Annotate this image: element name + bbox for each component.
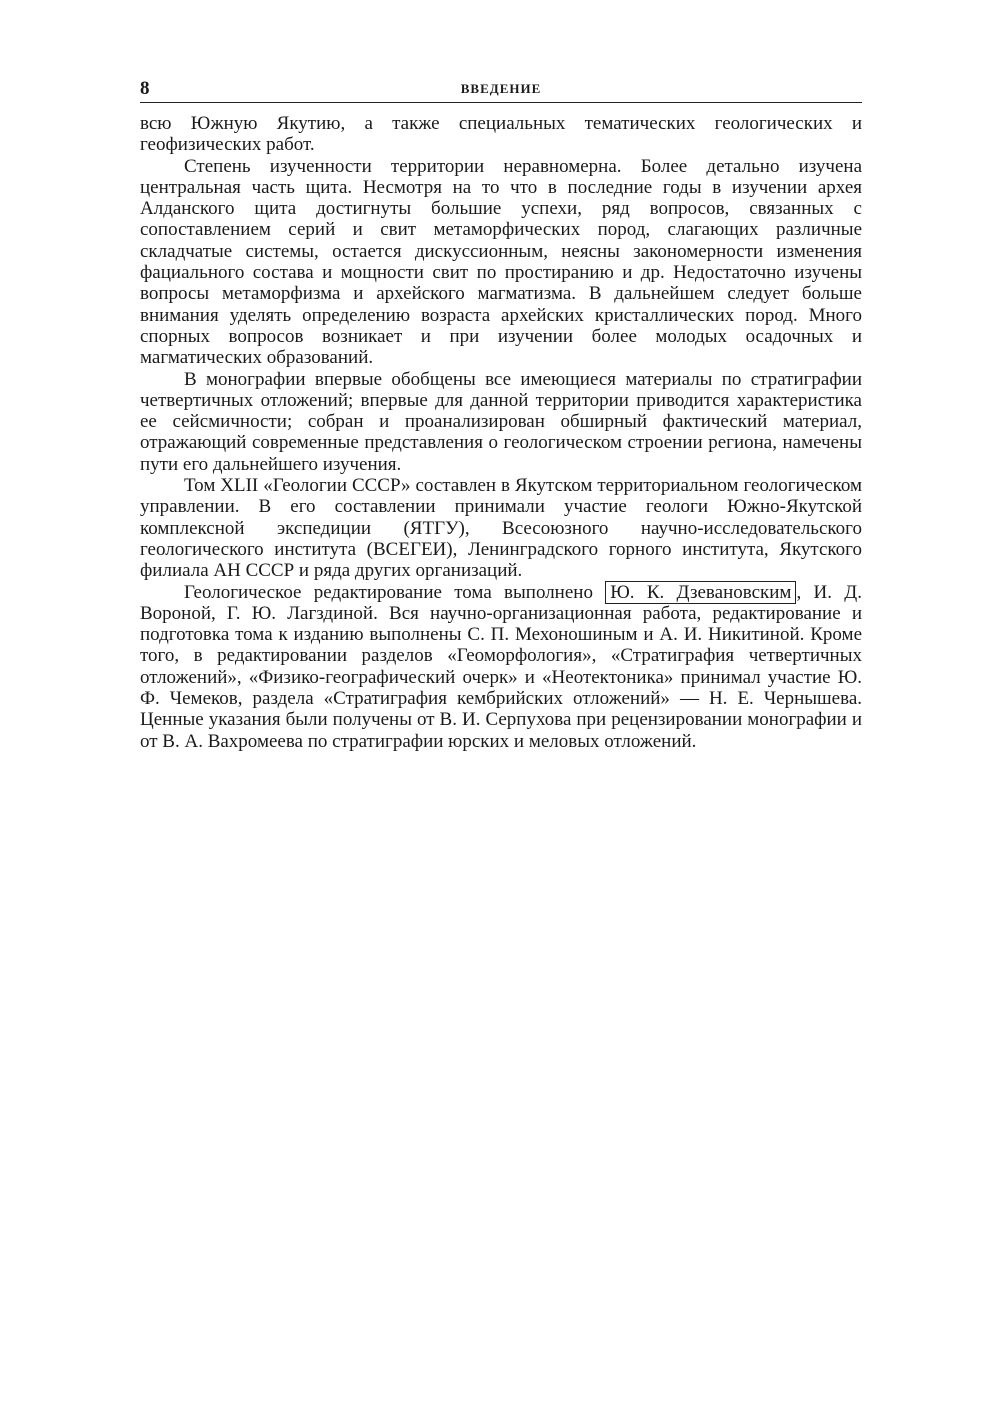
document-page: [140, 70, 862, 752]
paragraph-volume: Том XLII «Геологии СССР» составлен в Якутском территориальном геологическом управлении. В его составлении принимали участие геологи Южно-Якутской комплексной экспедиции (ЯТГУ), Всесоюзного научно-исследовательского геологического института (ВСЕГЕИ), Ленинградского горного института, Якутского филиала АН СССР и ряда других организаций.: [140, 475, 862, 582]
page-number: 8: [140, 78, 150, 99]
body-text: [140, 113, 862, 752]
boxed-editor-name: Ю. К. Дзевановским: [605, 581, 796, 604]
paragraph-study-level: Степень изученности территории неравномерна. Более детально изучена центральная часть щита. Несмотря на то что в последние годы в изучении архея Алданского щита достигнуты большие успехи, ряд вопросов, связанных с сопоставлением серий и свит метаморфических пород, слагающих различные складчатые системы, остается дискуссионным, неясны закономерности изменения фациального состава и мощности свит по простиранию и др. Недостаточно изучены вопросы метаморфизма и архейского магматизма. В дальнейшем следует больше внимания уделять определению возраста архейских кристаллических пород. Много спорных вопросов возникает и при изучении более молодых осадочных и магматических образований.: [140, 155, 862, 369]
editors-intro: Геологическое редактирование тома выполнено: [184, 581, 606, 603]
editors-rest: , И. Д. Вороной, Г. Ю. Лагздиной. Вся научно-организационная работа, редактирование и подготовка тома к изданию выполнены С. П. Мехоношиным и А. И. Никитиной. Кроме того, в редактировании разделов «Геоморфология», «Стратиграфия четвертичных отложений», «Физико-географический очерк» и «Неотектоника» принимал участие Ю. Ф. Чемеков, раздела «Стратиграфия кембрийских отложений» — Н. Е. Чернышева. Ценные указания были получены от В. И. Серпухова при рецензировании монографии и от В. А. Вахромеева по стратиграфии юрских и меловых отложений.: [140, 581, 862, 752]
paragraph-monograph: В монографии впервые обобщены все имеющиеся материалы по стратиграфии четвертичных отложений; впервые для данной территории приводится характеристика ее сейсмичности; собран и проанализирован обширный фактический материал, отражающий современные представления о геологическом строении региона, намечены пути его дальнейшего изучения.: [140, 368, 862, 475]
section-title: ВВЕДЕНИЕ: [460, 81, 542, 96]
paragraph-editors: [140, 582, 862, 752]
paragraph-continuation: всю Южную Якутию, а также специальных тематических геологических и геофизических работ.: [140, 113, 862, 156]
running-header: [140, 70, 862, 103]
